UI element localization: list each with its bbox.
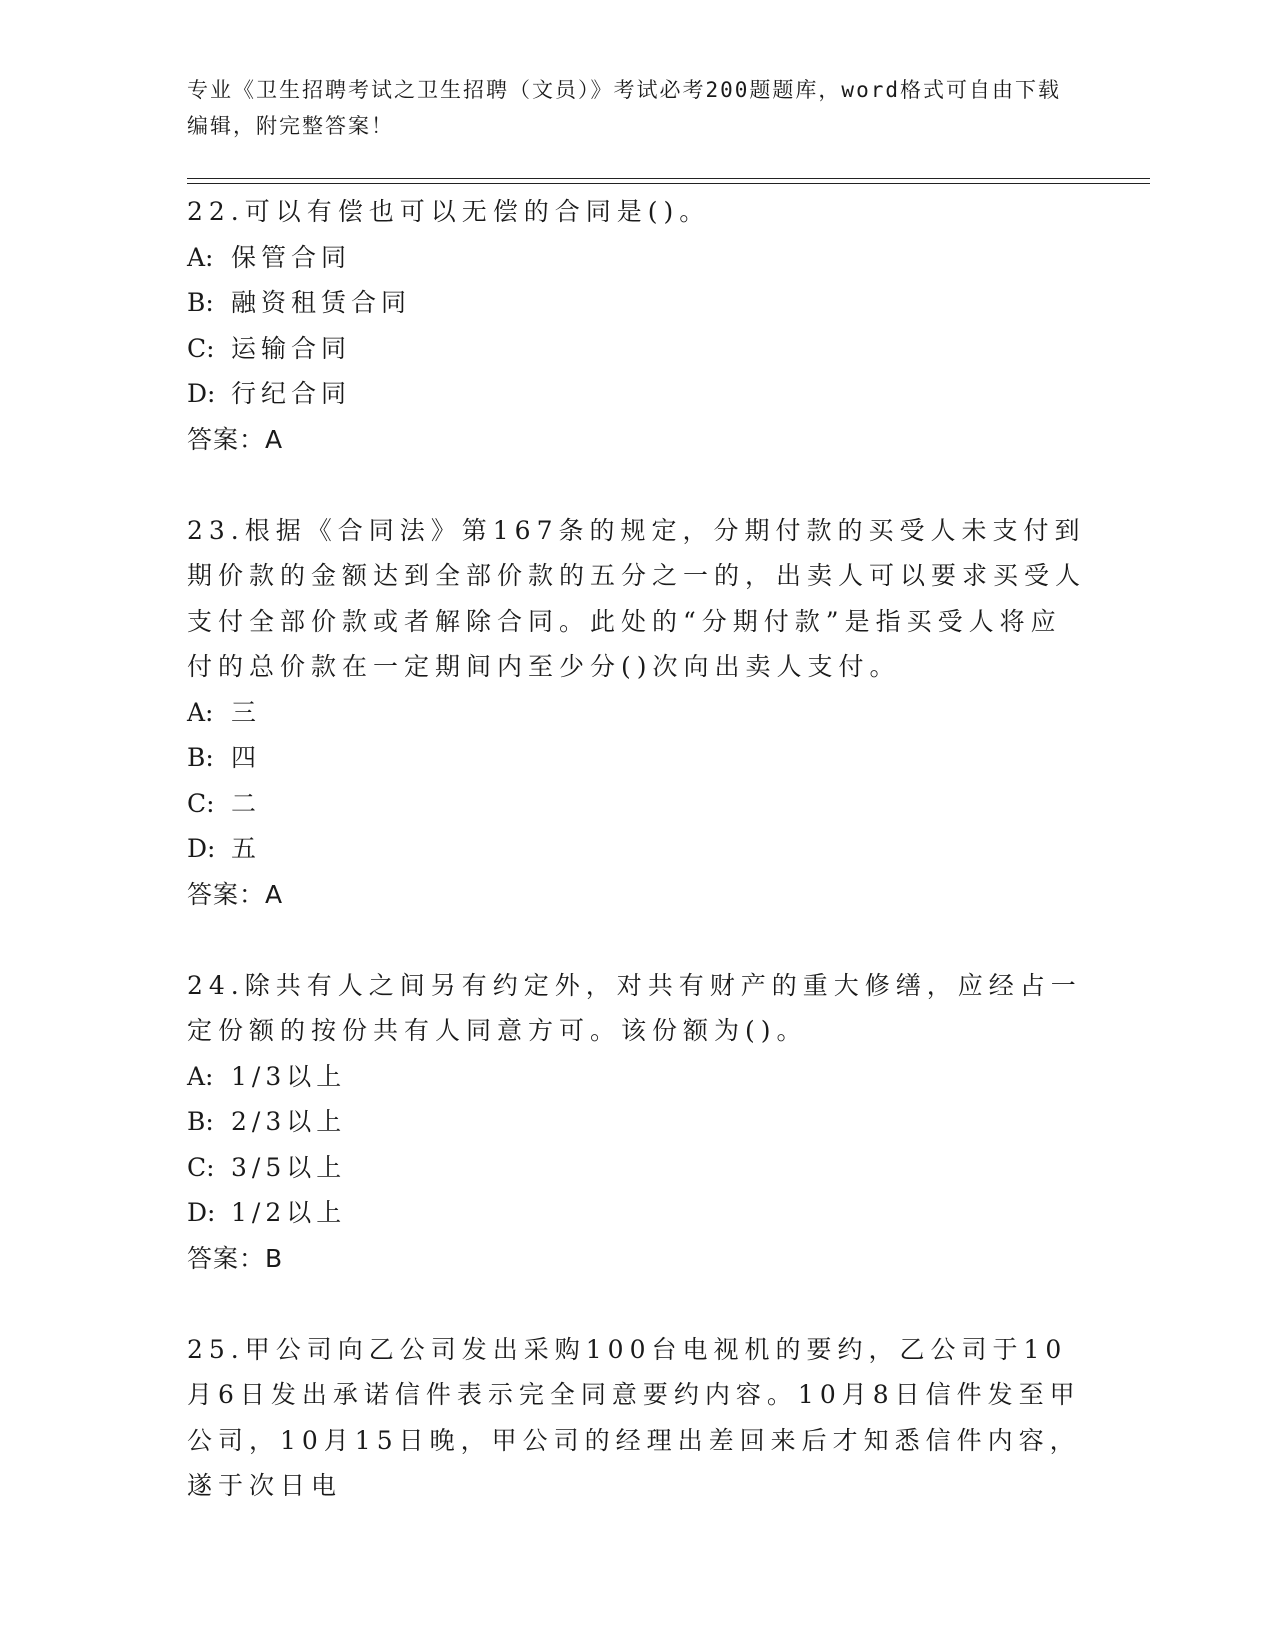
question-text: 可以有偿也可以无偿的合同是()。	[244, 197, 711, 226]
option-c	[187, 1145, 1087, 1191]
option-key: C:	[187, 1152, 215, 1182]
question-22	[187, 189, 1087, 462]
option-key: C:	[187, 333, 215, 363]
question-23	[187, 508, 1087, 918]
option-text: 五	[231, 834, 262, 863]
question-text: 除共有人之间另有约定外，对共有财产的重大修缮，应经占一定份额的按份共有人同意方可。该份额为()。	[187, 970, 1082, 1045]
question-25	[187, 1327, 1087, 1509]
option-text: 四	[231, 743, 262, 772]
option-key: B:	[187, 288, 214, 317]
question-gap	[187, 462, 1087, 508]
option-key: D:	[187, 1198, 216, 1227]
option-text: 3/5以上	[231, 1152, 347, 1182]
header-text: 专业《卫生招聘考试之卫生招聘（文员）》考试必考200题题库，word格式可自由下载编辑，附完整答案！	[187, 78, 1061, 138]
option-text: 三	[231, 697, 262, 727]
question-stem	[187, 508, 1087, 690]
option-d	[187, 826, 1087, 872]
option-key: A:	[187, 1061, 214, 1091]
answer-line: 答案：B	[187, 1243, 284, 1273]
question-stem	[187, 963, 1087, 1054]
answer-line: 答案：A	[187, 424, 284, 454]
option-b	[187, 1099, 1087, 1145]
option-key: D:	[187, 379, 216, 408]
header-rule-bottom	[187, 183, 1150, 184]
document-header	[187, 72, 1067, 144]
option-text: 保管合同	[231, 242, 352, 272]
answer-line: 答案：A	[187, 879, 284, 909]
option-text: 行纪合同	[231, 379, 352, 408]
question-stem	[187, 189, 1087, 235]
question-stem	[187, 1327, 1087, 1509]
option-c	[187, 326, 1087, 372]
question-text: 甲公司向乙公司发出采购100台电视机的要约，乙公司于10月6日发出承诺信件表示完全同意要约内容。10月8日信件发至甲公司，10月15日晚，甲公司的经理出差回来后才知悉信件内容，遂于次日电	[187, 1334, 1081, 1500]
option-key: D:	[187, 834, 216, 863]
question-number: 25.	[187, 1334, 245, 1364]
option-c	[187, 781, 1087, 827]
option-text: 二	[231, 788, 262, 818]
option-text: 1/2以上	[231, 1198, 347, 1227]
option-key: B:	[187, 1107, 214, 1136]
question-gap	[187, 1281, 1087, 1327]
question-24	[187, 963, 1087, 1282]
option-text: 融资租赁合同	[231, 288, 412, 317]
header-rule-top	[187, 178, 1150, 179]
question-number: 23.	[187, 515, 245, 545]
option-a	[187, 690, 1087, 736]
option-text: 运输合同	[231, 333, 352, 363]
option-key: C:	[187, 788, 215, 818]
question-list	[187, 189, 1087, 1509]
question-number: 22.	[187, 197, 245, 226]
option-b	[187, 735, 1087, 781]
option-key: A:	[187, 697, 214, 727]
question-number: 24.	[187, 970, 245, 1000]
option-d	[187, 371, 1087, 417]
question-text: 根据《合同法》第167条的规定，分期付款的买受人未支付到期价款的金额达到全部价款的五分之一的，出卖人可以要求买受人支付全部价款或者解除合同。此处的“分期付款”是指买受人将应付的总价款在一定期间内至少分()次向出卖人支付。	[187, 515, 1087, 681]
option-a	[187, 1054, 1087, 1100]
question-gap	[187, 917, 1087, 963]
option-b	[187, 280, 1087, 326]
option-a	[187, 235, 1087, 281]
option-key: A:	[187, 242, 214, 272]
option-text: 2/3以上	[231, 1107, 347, 1136]
option-key: B:	[187, 743, 214, 772]
option-text: 1/3以上	[231, 1061, 347, 1091]
option-d	[187, 1190, 1087, 1236]
